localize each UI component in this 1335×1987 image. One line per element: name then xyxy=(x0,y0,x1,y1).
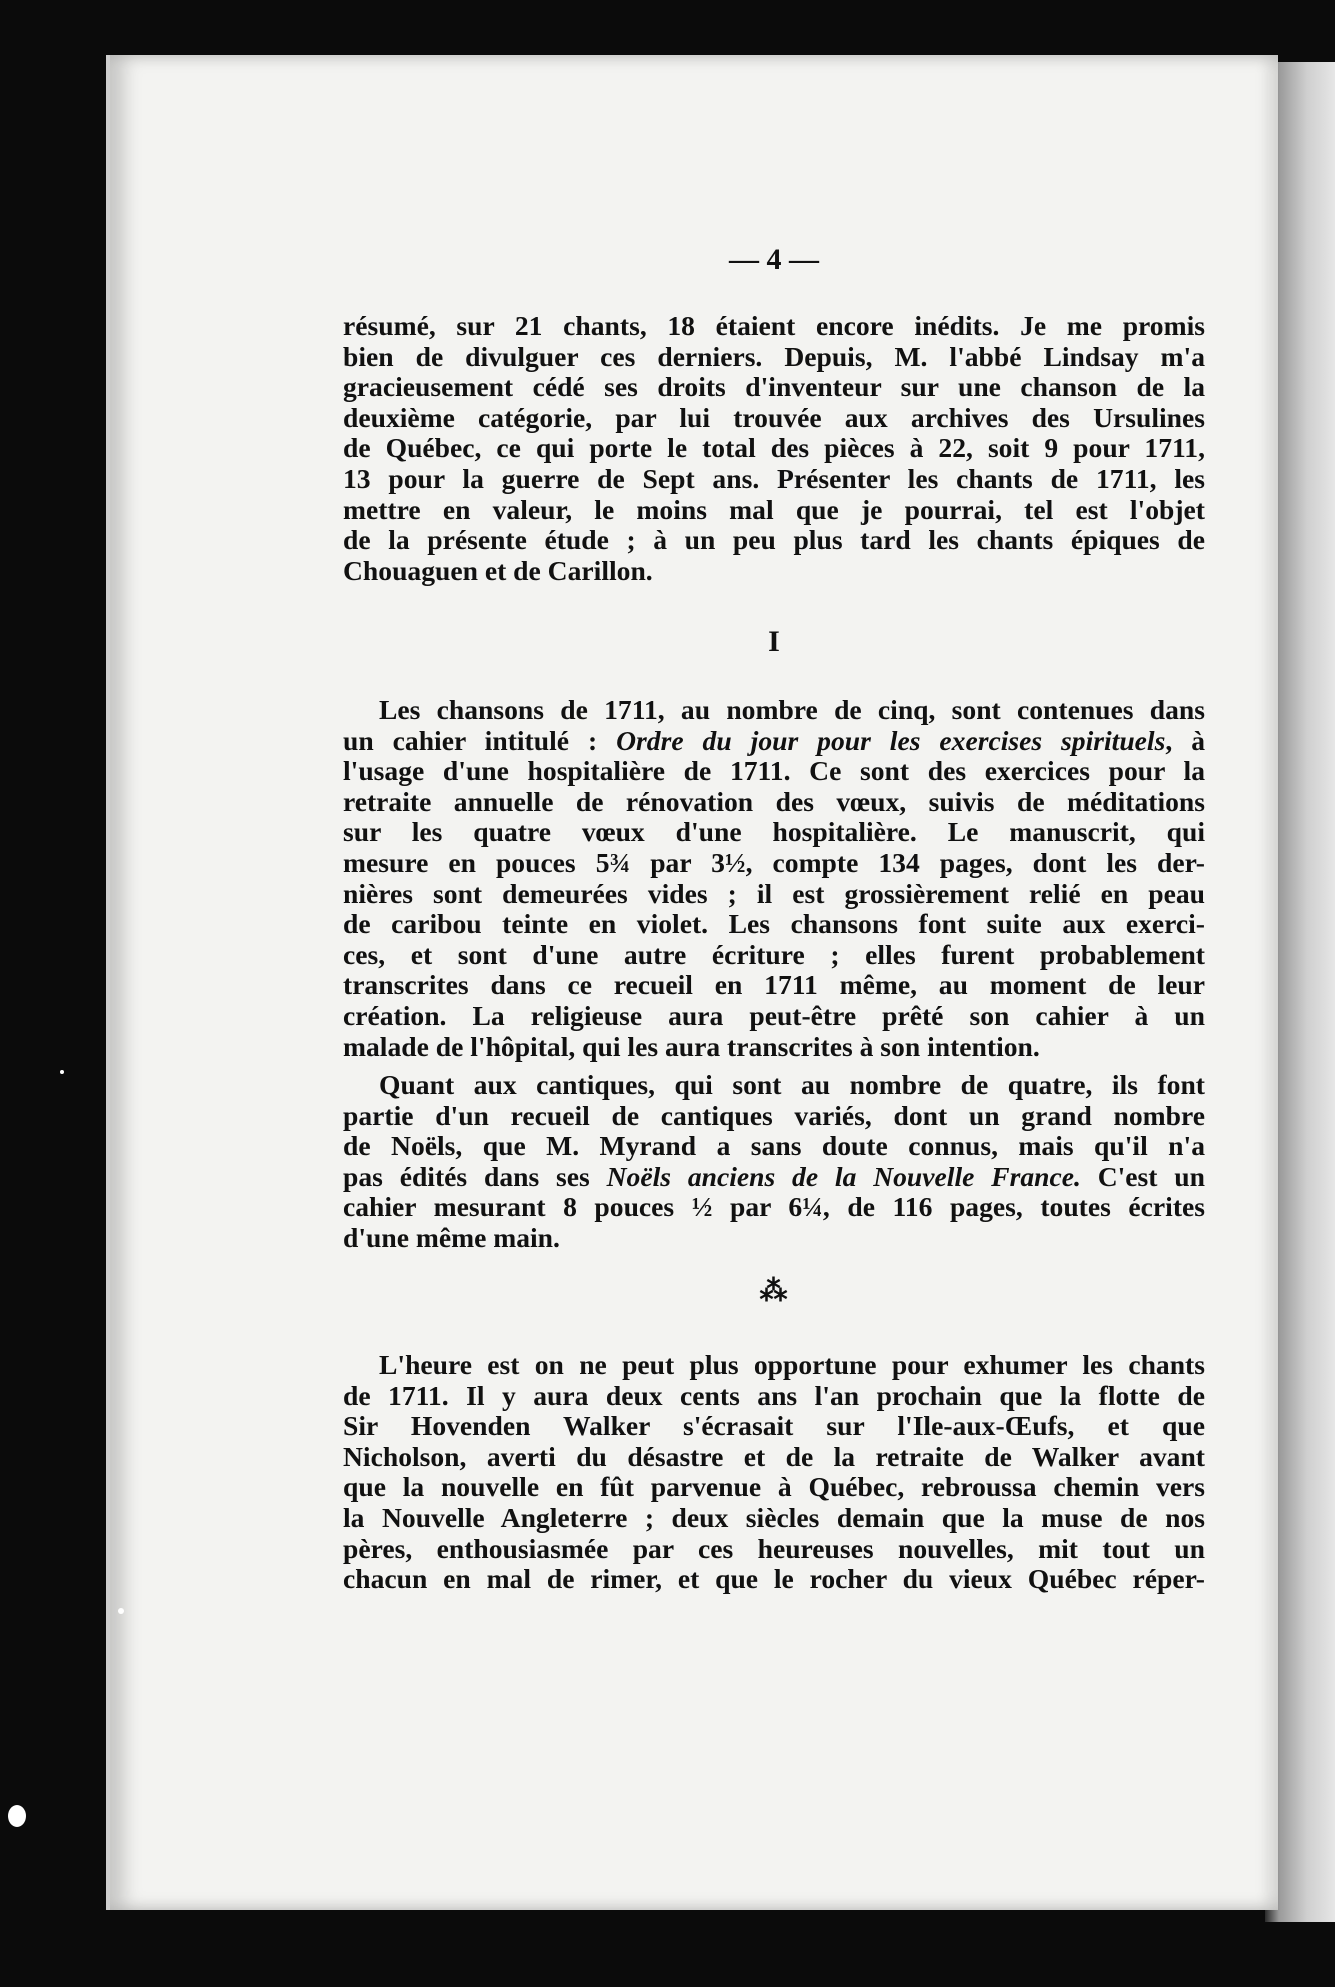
text-line: Quant aux cantiques, qui sont au nombre de quatre, ils font xyxy=(379,1069,1205,1100)
text-line: Les chansons de 1711, au nombre de cinq, sont contenues dans xyxy=(379,694,1205,725)
text-line: la Nouvelle Angleterre ; deux siècles demain que la muse de nos xyxy=(343,1501,1205,1533)
text-line: gracieusement cédé ses droits d'inventeur sur une chanson de la xyxy=(343,371,1205,403)
text-line: malade de l'hôpital, qui les aura transcrites à son intention. xyxy=(343,1030,1040,1062)
paragraph-1711 xyxy=(343,1350,1205,1595)
scan-speck xyxy=(60,1070,64,1074)
text-line: un cahier intitulé : Ordre du jour pour les exercises spirituels, à xyxy=(343,724,1205,756)
intro-paragraph xyxy=(343,311,1205,586)
scan-speck xyxy=(118,1608,124,1614)
text-line: bien de divulguer ces derniers. Depuis, M. l'abbé Lindsay m'a xyxy=(343,340,1205,372)
asterism-separator: ⁂ xyxy=(759,1276,789,1307)
text-line: que la nouvelle en fût parvenue à Québec, rebroussa chemin vers xyxy=(343,1471,1205,1503)
text-line: pères, enthousiasmée par ces heureuses nouvelles, mit tout un xyxy=(343,1532,1205,1564)
text-line: L'heure est on ne peut plus opportune pour exhumer les chants xyxy=(379,1349,1205,1380)
scan-speck xyxy=(8,1805,26,1827)
book-title: Noëls anciens de la Nouvelle France. xyxy=(606,1160,1081,1192)
text-line: résumé, sur 21 chants, 18 étaient encore inédits. Je me promis xyxy=(343,310,1205,341)
text-line: ces, et sont d'une autre écriture ; elles furent probablement xyxy=(343,938,1205,970)
text-line: cahier mesurant 8 pouces ½ par 6¼, de 116 pages, toutes écrites xyxy=(343,1191,1205,1223)
text-line: de Québec, ce qui porte le total des pièces à 22, soit 9 pour 1711, xyxy=(343,432,1205,464)
manuscript-title: Ordre du jour pour les exercises spirituels xyxy=(616,724,1166,756)
text-line: sur les quatre vœux d'une hospitalière. Le manuscrit, qui xyxy=(343,816,1205,848)
text-line: pas édités dans ses Noëls anciens de la Nouvelle France. C'est un xyxy=(343,1160,1205,1192)
text-line: Sir Hovenden Walker s'écrasait sur l'Ile-aux-Œufs, et que xyxy=(343,1410,1205,1442)
text-line: chacun en mal de rimer, et que le rocher du vieux Québec réper- xyxy=(343,1563,1205,1595)
text-line: nières sont demeurées vides ; il est grossièrement relié en peau xyxy=(343,877,1205,909)
text-line: transcrites dans ce recueil en 1711 même, au moment de leur xyxy=(343,969,1205,1001)
text-line: de Noëls, que M. Myrand a sans doute connus, mais qu'il n'a xyxy=(343,1130,1205,1162)
text-line: mesure en pouces 5¾ par 3½, compte 134 pages, dont les der- xyxy=(343,846,1205,878)
page-number: — 4 — xyxy=(729,243,819,276)
text-line: de la présente étude ; à un peu plus tard les chants épiques de xyxy=(343,524,1205,556)
text-line: Nicholson, averti du désastre et de la retraite de Walker avant xyxy=(343,1440,1205,1472)
text-line: partie d'un recueil de cantiques variés, dont un grand nombre xyxy=(343,1099,1205,1131)
paragraph-manuscript xyxy=(343,695,1205,1062)
text-line: retraite annuelle de rénovation des vœux, suivis de méditations xyxy=(343,785,1205,817)
text-line: deuxième catégorie, par lui trouvée aux archives des Ursulines xyxy=(343,401,1205,433)
text-line: Chouaguen et de Carillon. xyxy=(343,554,653,586)
text-line: 13 pour la guerre de Sept ans. Présenter les chants de 1711, les xyxy=(343,462,1205,494)
text-line: de caribou teinte en violet. Les chansons font suite aux exerci- xyxy=(343,908,1205,940)
text-line: création. La religieuse aura peut-être prêté son cahier à un xyxy=(343,999,1205,1031)
text-line: d'une même main. xyxy=(343,1221,560,1253)
paragraph-cantiques xyxy=(343,1070,1205,1254)
section-heading: I xyxy=(768,625,780,658)
text-line: l'usage d'une hospitalière de 1711. Ce sont des exercices pour la xyxy=(343,755,1205,787)
text-line: mettre en valeur, le moins mal que je pourrai, tel est l'objet xyxy=(343,493,1205,525)
text-line: de 1711. Il y aura deux cents ans l'an prochain que la flotte de xyxy=(343,1379,1205,1411)
